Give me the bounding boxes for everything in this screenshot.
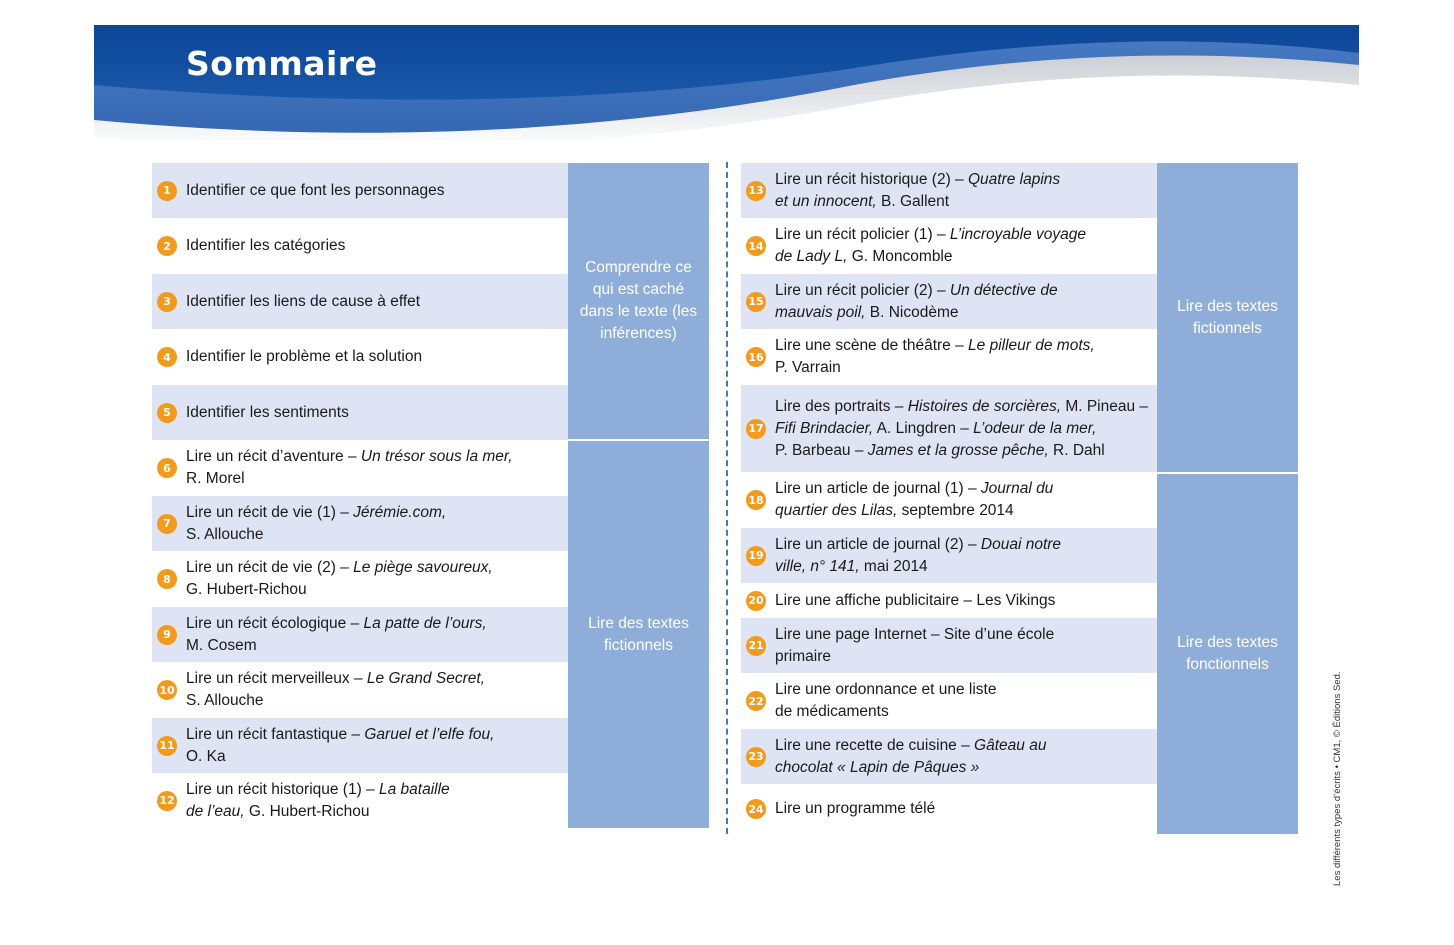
- chapter-title: Lire un article de journal (2) – Douai notre ville, n° 141, mai 2014: [775, 535, 1062, 575]
- chapter-title: Lire un récit historique (2) – Quatre lapins et un innocent, B. Gallent: [775, 170, 1061, 210]
- list-item: [152, 274, 568, 329]
- chapter-title: Lire une scène de théâtre – Le pilleur de mots, P. Varrain: [775, 337, 1095, 376]
- list-item: [152, 607, 568, 662]
- chapter-title: Lire des portraits – Histoires de sorcières, M. Pineau – Fifi Brindacier, A. Lingdren – L’odeur de la mer, P. Barbeau – James et la grosse pêche, R. Dahl: [775, 397, 1149, 459]
- chapter-number-badge: 12: [157, 791, 177, 811]
- list-item: [741, 729, 1157, 784]
- list-item: [152, 496, 568, 551]
- chapter-title: Lire un récit fantastique – Garuel et l’elfe fou, O. Ka: [186, 725, 495, 765]
- chapter-title: Identifier le problème et la solution: [186, 348, 423, 365]
- chapter-title: Lire un récit historique (1) – La bataille de l’eau, G. Hubert-Richou: [186, 780, 450, 820]
- list-item: [152, 440, 568, 496]
- chapter-number-badge: 17: [746, 419, 766, 439]
- list-item: [152, 385, 568, 440]
- chapter-number-badge: 21: [746, 636, 766, 656]
- chapter-number-badge: 5: [157, 403, 177, 423]
- list-item: [152, 551, 568, 607]
- list-item: [741, 385, 1157, 472]
- chapter-number-badge: 23: [746, 747, 766, 767]
- chapter-number-badge: 7: [157, 514, 177, 534]
- chapter-title: Lire un récit policier (2) – Un détective de mauvais poil, B. Nicodème: [775, 281, 1058, 321]
- chapter-title: Lire un récit de vie (1) – Jérémie.com, S. Allouche: [186, 503, 447, 543]
- chapter-number-badge: 2: [157, 236, 177, 256]
- chapter-number-badge: 13: [746, 181, 766, 201]
- category-label: Lire des textes fonctionnels: [1157, 474, 1298, 834]
- chapter-title: Lire une ordonnance et une liste de médicaments: [775, 681, 997, 720]
- chapter-title: Identifier les catégories: [186, 237, 346, 254]
- chapter-number-badge: 10: [157, 680, 177, 700]
- list-item: [741, 618, 1157, 673]
- category-label: Lire des textes fictionnels: [568, 441, 709, 828]
- list-item: [741, 472, 1157, 528]
- chapter-title: Lire un récit d’aventure – Un trésor sous la mer, R. Morel: [186, 448, 513, 487]
- list-item: [741, 528, 1157, 583]
- chapter-title: Lire un récit de vie (2) – Le piège savoureux, G. Hubert-Richou: [186, 559, 493, 598]
- chapter-number-badge: 16: [746, 347, 766, 367]
- list-item: [741, 784, 1157, 834]
- chapter-number-badge: 24: [746, 799, 766, 819]
- list-item: [741, 673, 1157, 729]
- list-item: [152, 163, 568, 218]
- chapter-number-badge: 3: [157, 292, 177, 312]
- list-item: [741, 274, 1157, 329]
- chapter-title: Identifier les liens de cause à effet: [186, 292, 421, 310]
- chapter-title: Lire une recette de cuisine – Gâteau au chocolat « Lapin de Pâques »: [775, 736, 1047, 776]
- chapter-title: Lire un récit merveilleux – Le Grand Secret, S. Allouche: [186, 670, 485, 709]
- category-label: Comprendre ce qui est caché dans le texte (les inférences): [568, 163, 709, 439]
- chapter-number-badge: 9: [157, 625, 177, 645]
- chapter-number-badge: 20: [746, 591, 766, 611]
- chapter-title: Identifier les sentiments: [186, 403, 349, 421]
- chapter-number-badge: 22: [746, 691, 766, 711]
- chapter-number-badge: 4: [157, 347, 177, 367]
- chapter-title: Identifier ce que font les personnages: [186, 181, 445, 199]
- list-item: [152, 329, 568, 385]
- list-item: [152, 773, 568, 828]
- list-item: [741, 218, 1157, 274]
- category-label: Lire des textes fictionnels: [1157, 163, 1298, 472]
- footer-credit: Les différents types d’écrits • CM1, © Éditions Sed.: [1332, 671, 1343, 886]
- list-item: [741, 329, 1157, 385]
- chapter-number-badge: 6: [157, 458, 177, 478]
- chapter-number-badge: 8: [157, 569, 177, 589]
- chapter-number-badge: 19: [746, 546, 766, 566]
- chapter-number-badge: 14: [746, 236, 766, 256]
- page-title: Sommaire: [186, 44, 378, 83]
- chapter-title: Lire un récit écologique – La patte de l’ours, M. Cosem: [186, 614, 487, 654]
- list-item: [741, 583, 1157, 618]
- chapter-number-badge: 18: [746, 490, 766, 510]
- chapter-number-badge: 1: [157, 181, 177, 201]
- chapter-title: Lire une page Internet – Site d’une école primaire: [775, 625, 1055, 665]
- list-item: [152, 662, 568, 718]
- chapter-number-badge: 11: [157, 736, 177, 756]
- list-item: [152, 718, 568, 773]
- list-item: [152, 218, 568, 274]
- chapter-number-badge: 15: [746, 292, 766, 312]
- column-divider: [726, 162, 728, 834]
- chapter-title: Lire un récit policier (1) – L’incroyable voyage de Lady L, G. Moncomble: [775, 226, 1087, 265]
- chapter-title: Lire une affiche publicitaire – Les Vikings: [775, 591, 1056, 609]
- list-item: [741, 163, 1157, 218]
- chapter-title: Lire un programme télé: [775, 800, 936, 817]
- chapter-title: Lire un article de journal (1) – Journal du quartier des Lilas, septembre 2014: [775, 480, 1054, 519]
